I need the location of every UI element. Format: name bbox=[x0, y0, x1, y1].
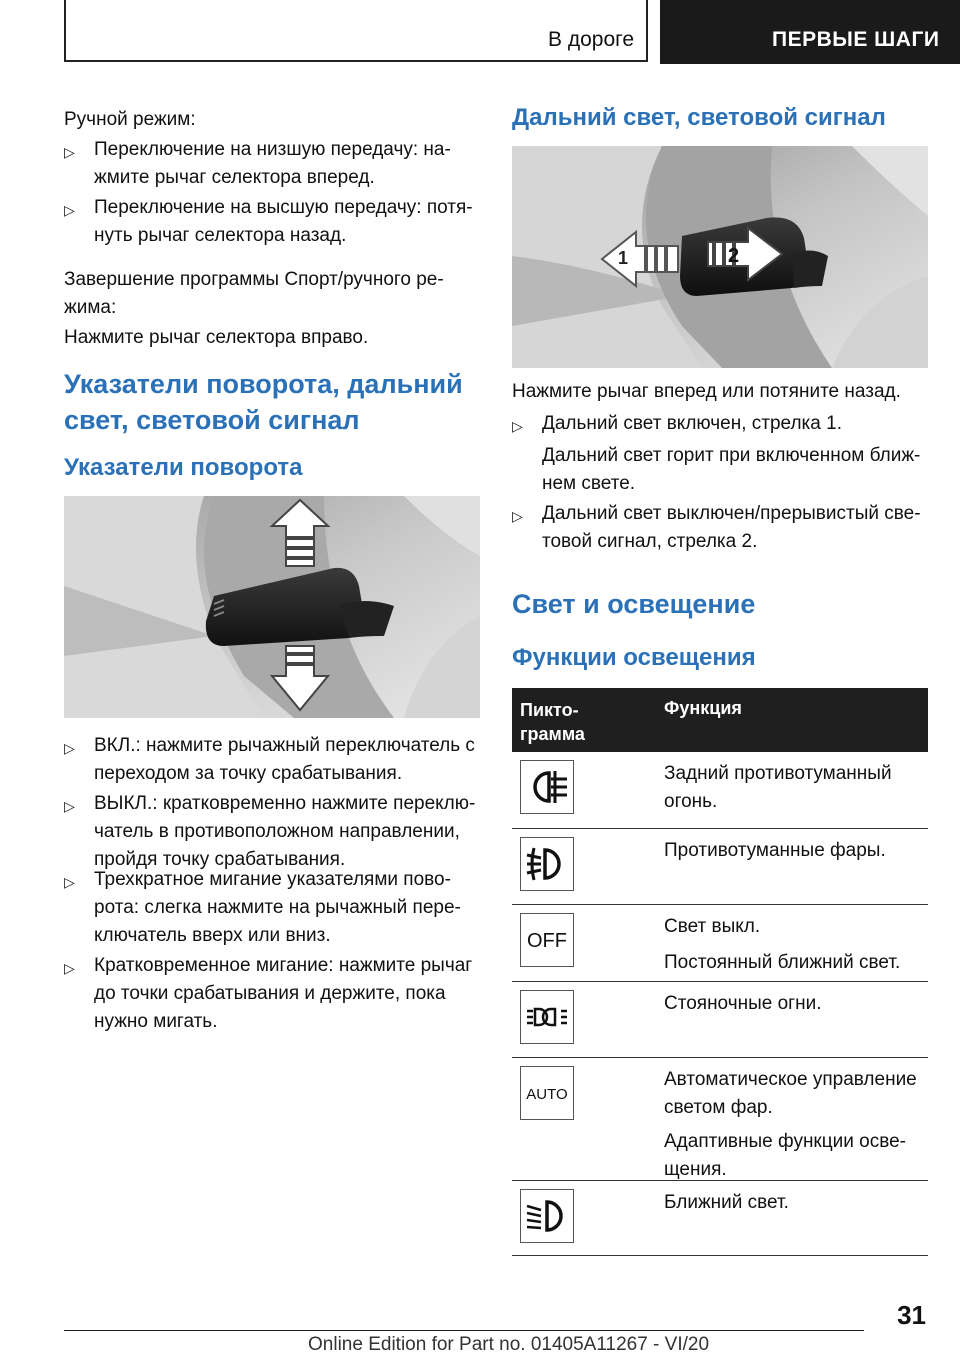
header-section-label: В дороге bbox=[547, 28, 634, 51]
table-row bbox=[512, 1058, 928, 1181]
press-right-text: Нажмите рычаг селектора вправо. bbox=[64, 327, 369, 348]
turn-bullet: ▷ Трехкратное мигание указателями пово-рота: слегка нажмите на рычажный пере-ключатель вверх или вниз. bbox=[64, 866, 480, 950]
table-row bbox=[512, 982, 928, 1058]
front-fog-light-icon bbox=[520, 837, 574, 891]
parking-lights-icon bbox=[520, 990, 574, 1044]
bullet-arrow-icon: ▷ bbox=[64, 144, 75, 160]
table-header bbox=[512, 688, 928, 752]
bullet-arrow-icon: ▷ bbox=[512, 508, 523, 524]
table-row bbox=[512, 752, 928, 829]
turn-signal-illustration bbox=[64, 496, 480, 718]
bullet-arrow-icon: ▷ bbox=[64, 798, 75, 814]
finish-text: Завершение программы Спорт/ручного ре-жима: bbox=[64, 269, 444, 318]
header-chapter-label: ПЕРВЫЕ ШАГИ bbox=[772, 28, 940, 51]
col-pictogram-header: Пикто-грамма bbox=[520, 700, 585, 744]
lighting-heading: Свет и освещение bbox=[512, 589, 756, 619]
bullet-arrow-icon: ▷ bbox=[64, 740, 75, 756]
header-section-tab bbox=[64, 0, 648, 62]
high-beam-note: Дальний свет горит при включенном ближ-нем свете. bbox=[542, 445, 921, 494]
lights-off-icon bbox=[520, 913, 574, 967]
press-lever-text: Нажмите рычаг вперед или потяните назад. bbox=[512, 381, 901, 402]
footer-edition: Online Edition for Part no. 01405A11267 - VI/20 bbox=[308, 1334, 710, 1355]
function-text: Автоматическое управление светом фар. Адаптивные функции осве-щения. bbox=[664, 1069, 917, 1180]
rear-fog-light-icon bbox=[520, 760, 574, 814]
bullet-arrow-icon: ▷ bbox=[64, 202, 75, 218]
svg-text:AUTO: AUTO bbox=[526, 1086, 568, 1103]
auto-lights-icon bbox=[520, 1066, 574, 1120]
function-text: Свет выкл. Постоянный ближний свет. bbox=[664, 916, 901, 973]
table-row bbox=[512, 829, 928, 905]
turn-bullet: ▷ ВКЛ.: нажмите рычажный переключатель с переходом за точку срабатывания. bbox=[64, 732, 480, 788]
high-beam-bullet: ▷ Дальний свет выключен/прерывистый све-товой сигнал, стрелка 2. bbox=[512, 500, 928, 556]
turn-signals-subheading: Указатели поворота bbox=[64, 454, 303, 481]
svg-text:OFF: OFF bbox=[527, 930, 567, 952]
bullet-arrow-icon: ▷ bbox=[64, 874, 75, 890]
manual-bullet: ▷ Переключение на высшую передачу: потя-нуть рычаг селектора назад. bbox=[64, 194, 480, 250]
manual-bullet: ▷ Переключение на низшую передачу: на-жмите рычаг селектора вперед. bbox=[64, 136, 480, 192]
turn-bullet: ▷ ВЫКЛ.: кратковременно нажмите переклю-чатель в противоположном направлении, пройдя точку срабатывания. bbox=[64, 790, 480, 874]
table-row bbox=[512, 1181, 928, 1256]
function-text: Ближний свет. bbox=[664, 1192, 789, 1213]
lighting-functions-table bbox=[512, 688, 928, 1256]
header-chapter-tab bbox=[660, 0, 960, 64]
high-beam-illustration bbox=[512, 146, 928, 368]
low-beam-icon bbox=[520, 1189, 574, 1243]
lighting-functions-subheading: Функции освещения bbox=[512, 644, 756, 671]
footer-divider bbox=[64, 1330, 864, 1331]
turn-signals-heading: Указатели поворота, дальний свет, световой сигнал bbox=[64, 369, 463, 435]
bullet-arrow-icon: ▷ bbox=[512, 418, 523, 434]
arrow-1-label: 1 bbox=[618, 248, 629, 268]
high-beam-bullet: ▷ Дальний свет включен, стрелка 1. bbox=[512, 410, 928, 440]
function-text: Задний противотуманный огонь. bbox=[664, 763, 892, 812]
bullet-arrow-icon: ▷ bbox=[64, 960, 75, 976]
function-text: Противотуманные фары. bbox=[664, 840, 886, 861]
col-function-header: Функция bbox=[664, 698, 742, 718]
high-beam-heading: Дальний свет, световой сигнал bbox=[512, 104, 886, 131]
manual-mode-label: Ручной режим: bbox=[64, 109, 196, 130]
function-text: Стояночные огни. bbox=[664, 993, 822, 1014]
table-row bbox=[512, 905, 928, 982]
arrow-2-label: 2 bbox=[728, 245, 740, 267]
turn-bullet: ▷ Кратковременное мигание: нажмите рычаг до точки срабатывания и держите, пока нужно мигать. bbox=[64, 952, 480, 1036]
page-number: 31 bbox=[897, 1300, 926, 1330]
